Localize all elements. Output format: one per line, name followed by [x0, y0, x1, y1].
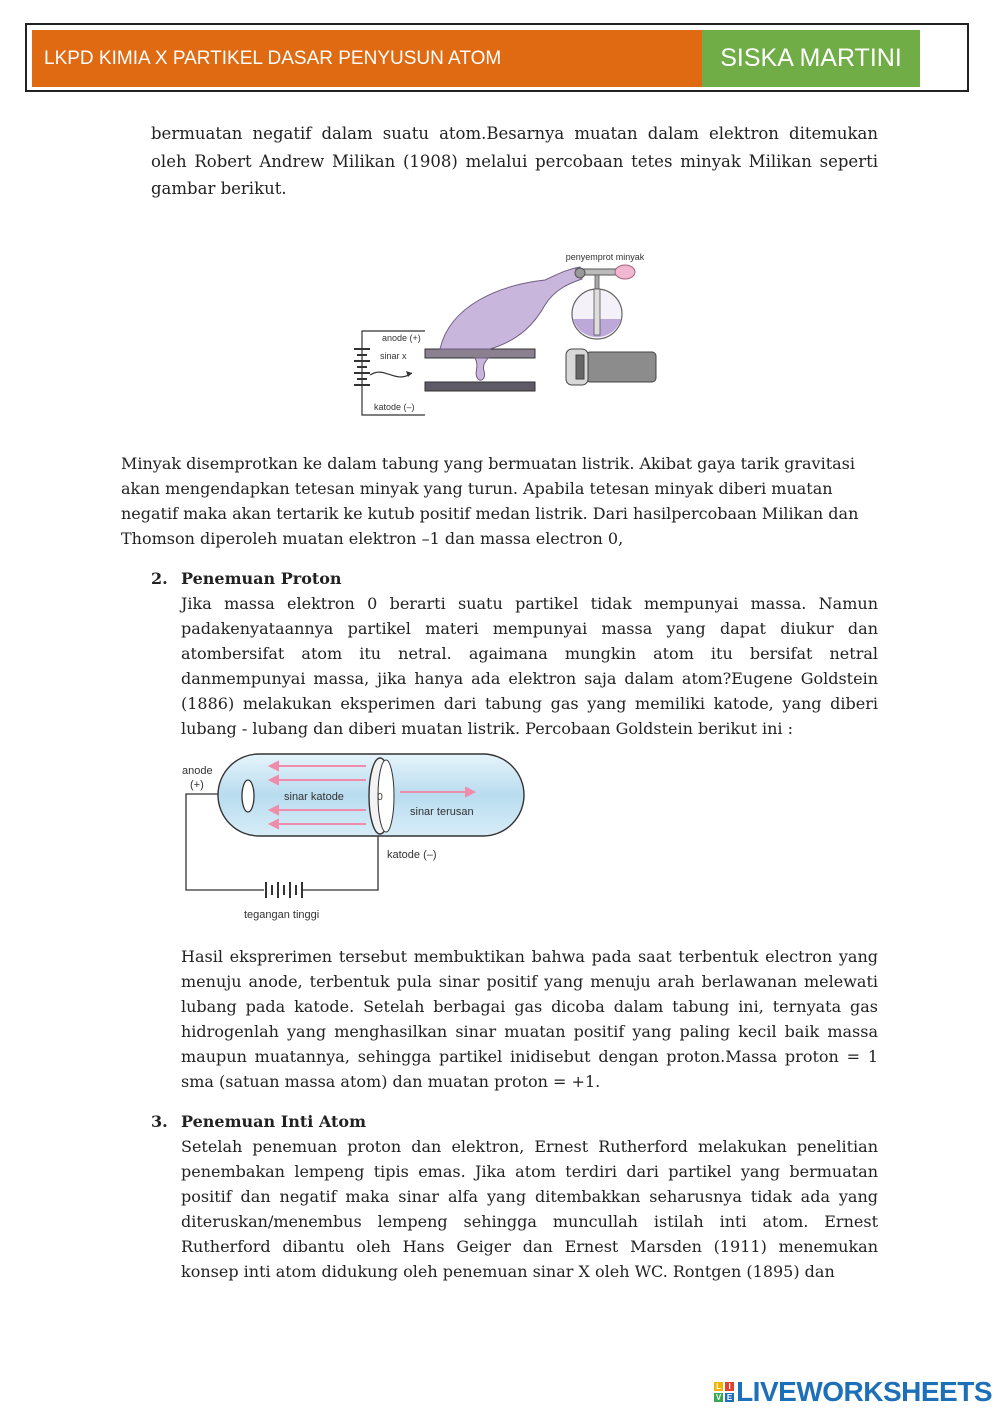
- label-anode: anode: [182, 765, 213, 777]
- sprayer-icon: [572, 265, 635, 339]
- worksheet-header: [25, 23, 969, 92]
- xray-path: [370, 372, 412, 377]
- section-3-title: Penemuan Inti Atom: [181, 1112, 367, 1131]
- oil-mist: [440, 267, 582, 349]
- section-3-paragraph: Setelah penemuan proton dan elektron, Ernest Rutherford melakukan penelitian penembakan lempeng tipis emas. Jika atom terdiri dari partikel yang bermuatan positif dan negatif maka sinar alfa yang ditembakkan seharusnya tidak ada yang diteruskan/menembus lempeng sehingga muncullah istilah inti atom. Ernest Rutherford dibantu oleh Hans Geiger dan Ernest Marsden (1911) menemukan konsep inti atom didukung oleh penemuan sinar X oleh WC. Rontgen (1895) dan: [181, 1137, 878, 1281]
- label-sprayer: penyemprot minyak: [565, 252, 645, 262]
- logo-grid-icon: L I V E: [715, 1382, 733, 1402]
- label-canal-rays: sinar terusan: [410, 806, 474, 818]
- label-xray: sinar x: [380, 351, 407, 361]
- millikan-oil-drop-figure: [340, 245, 660, 425]
- circuit-wire-right: [302, 836, 378, 890]
- intro-paragraph: bermuatan negatif dalam suatu atom.Besarnya muatan dalam elektron ditemukan oleh Robert Andrew Milikan (1908) melalui percobaan tetes minyak Milikan seperti gambar berikut.: [151, 124, 878, 198]
- cathode-plate: [425, 382, 535, 391]
- section-2-heading: [151, 568, 342, 590]
- label-hole: 0: [377, 792, 383, 803]
- section-2-number: 2.: [151, 569, 168, 588]
- section-2-paragraph-2: Hasil eksprerimen tersebut membuktikan bahwa pada saat terbentuk electron yang menuju anode, terbentuk pula sinar positif yang menuju arah berlawanan melewati lubang pada katode. Setelah berbagai gas dicoba dalam tabung ini, ternyata gas hidrogenlah yang menghasilkan sinar muatan positif yang paling kecil baik massa maupun muatannya, sehingga partikel inidisebut dengan proton.Massa proton = 1 sma (satuan massa atom) dan muatan proton = +1.: [181, 947, 878, 1091]
- label-voltage: tegangan tinggi: [244, 909, 320, 921]
- anode-disk: [242, 780, 254, 812]
- section-2-title: Penemuan Proton: [181, 569, 342, 588]
- label-anode-sign: (+): [190, 779, 204, 791]
- microscope-icon: [566, 349, 656, 385]
- label-cathode: katode (–): [387, 849, 437, 861]
- section-3-number: 3.: [151, 1112, 168, 1131]
- brand-text: LIVEWORKSHEETS: [736, 1376, 992, 1407]
- author-name: SISKA MARTINI: [702, 30, 920, 87]
- section-2-paragraph-1: Jika massa elektron 0 berarti suatu partikel tidak mempunyai massa. Namun padakenyataannya partikel materi mempunyai massa yang dapat diukur dan atombersifat atom itu netral. agaimana mungkin atom itu bersifat netral danmempunyai massa, jika hanya ada elektron saja dalam atom?Eugene Goldstein (1886) melakukan eksperimen dari tabung gas yang memiliki katode, yang diberi lubang - lubang dan diberi muatan listrik. Percobaan Goldstein berikut ini :: [181, 594, 878, 738]
- liveworksheets-logo: [714, 1375, 992, 1409]
- millikan-paragraph: Minyak disemprotkan ke dalam tabung yang bermuatan listrik. Akibat gaya tarik gravitasi akan mengendapkan tetesan minyak yang turun. Apabila tetesan minyak diberi muatan negatif maka akan tertarik ke kutub positif medan listrik. Dari hasilpercobaan Milikan dan Thomson diperoleh muatan elektron –1 dan massa electron 0,: [121, 454, 859, 548]
- anode-plate: [425, 349, 535, 358]
- label-cathode: katode (–): [374, 402, 415, 412]
- goldstein-tube-figure: [178, 752, 528, 924]
- label-cathode-rays: sinar katode: [284, 791, 344, 803]
- battery-icon: [354, 349, 370, 385]
- worksheet-title: LKPD KIMIA X PARTIKEL DASAR PENYUSUN ATOM: [32, 30, 704, 87]
- section-3-heading: [151, 1111, 366, 1133]
- high-voltage-battery-icon: [266, 882, 302, 898]
- label-anode: anode (+): [382, 333, 421, 343]
- oil-drop: [475, 358, 488, 380]
